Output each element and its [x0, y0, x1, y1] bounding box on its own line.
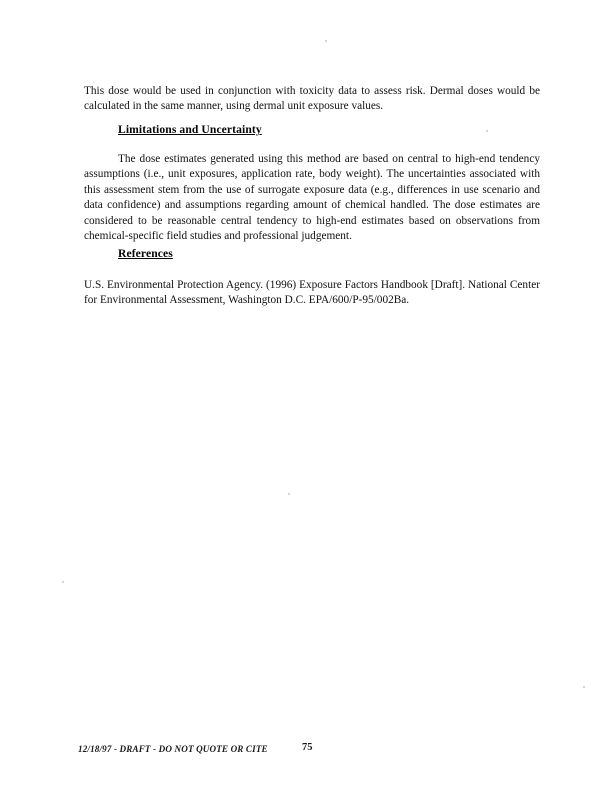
- scan-speck-icon: [62, 581, 64, 583]
- scan-speck-icon: [325, 40, 327, 42]
- footer-page-number: 75: [302, 742, 313, 753]
- scan-speck-icon: [288, 493, 290, 495]
- references-entry: U.S. Environmental Protection Agency. (1996) Exposure Factors Handbook [Draft]. National Center for Environmental Assessment, Washington D.C. EPA/600/P-95/002Ba.: [84, 279, 540, 307]
- section-heading-references: References: [118, 247, 173, 260]
- footer-draft-notice: 12/18/97 - DRAFT - DO NOT QUOTE OR CITE: [78, 744, 268, 754]
- intro-paragraph: This dose would be used in conjunction with toxicity data to assess risk. Dermal doses would be calculated in the same manner, using dermal unit exposure values.: [84, 85, 540, 113]
- scan-speck-icon: [486, 130, 488, 132]
- section-heading-limitations: Limitations and Uncertainty: [118, 123, 262, 136]
- limitations-paragraph: The dose estimates generated using this method are based on central to high-end tendency assumptions (i.e., unit exposures, application rate, body weight). The uncertainties associated with this assessment stem from the use of surrogate exposure data (e.g., differences in use scenario and data confidence) and assumptions regarding amount of chemical handled. The dose estimates are considered to be reasonable central tendency to high-end estimates based on observations from chemical-specific field studies and professional judgement.: [84, 153, 540, 243]
- scan-speck-icon: [583, 686, 585, 688]
